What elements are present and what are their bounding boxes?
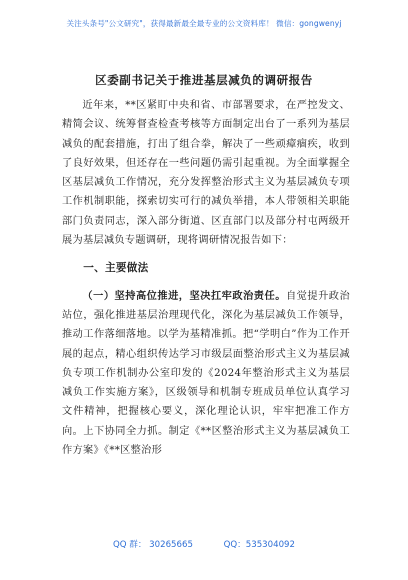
subsection-heading: （一）坚持高位推进，坚决扛牢政治责任。	[82, 289, 286, 302]
footer-qq-group: QQ 群： 30265665	[113, 540, 193, 550]
section-heading: 一、主要做法	[83, 262, 149, 275]
footer-qq: QQ：535304092	[223, 540, 295, 550]
subsection-body: 自觉提升政治站位，强化推进基层治理现代化，深化为基层减负工作领导，推动工作落细落地。以学为基精准抓。把“学明白”作为工作开展的起点，精心组织传达学习市级层面整治形式主义为基层减负专项工作机制办公室印发的《2024年整治形式主义为基层减负工作实施方案》，区级领导和机制专班成员单位认真学习文件精神，把握核心要义，深化理论认识，牢牢把准工作方向。上下协同全力抓。制定《**区整治形式主义为基层减负工作方案》《**区整治形	[62, 290, 350, 457]
document-title: 区委副书记关于推进基层减负的调研报告	[95, 73, 313, 87]
subsection-paragraph	[62, 287, 350, 461]
intro-paragraph: 近年来，**区紧盯中央和省、市部署要求，在严控发文、精简会议、统筹督查检查考核等方面制定出台了一系列为基层减负的配套措施，打出了组合拳，解决了一些顽瘴痼疾，收到了良好效果，但还存在一些问题仍需引起重视。为全面掌握全区基层减负工作情况，充分发挥整治形式主义为基层减负专项工作机制职能，探索切实可行的减负举措，本人带领相关职能部门负责同志，深入部分街道、区直部门以及部分村屯两级开展为基层减负专题调研，现将调研情况报告如下：	[62, 100, 350, 247]
document-body	[62, 96, 350, 460]
footer-contact	[0, 538, 408, 550]
top-banner: 关注头条号"公文研究"，获得最新最全最专业的公文资料库！ 微信：gongwenyj	[66, 19, 342, 28]
